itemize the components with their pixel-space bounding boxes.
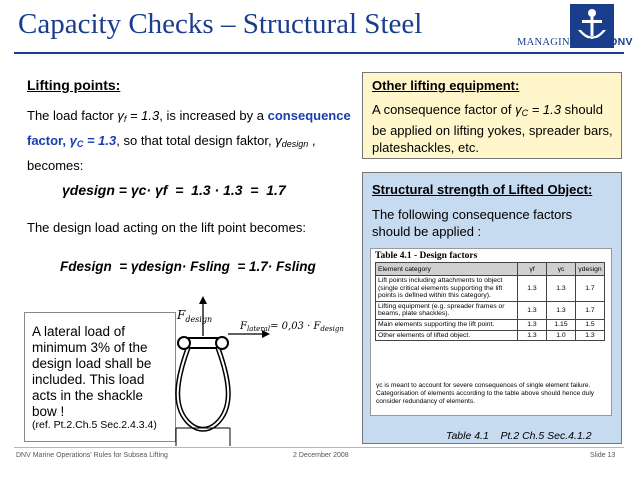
header-gamma-f: γf bbox=[518, 263, 547, 276]
shackle-diagram bbox=[150, 296, 344, 446]
header-gamma-c: γc bbox=[547, 263, 576, 276]
table-reference: Table 4.1 Pt.2 Ch.5 Sec.4.1.2 bbox=[446, 430, 592, 442]
table-header-row bbox=[376, 263, 605, 276]
table-row: Other elements of lifted object. 1.3 1.0 1.3 bbox=[376, 330, 605, 341]
lifting-points-heading: Lifting points: bbox=[27, 77, 121, 93]
table-row: Lift points including attachments to object (single critical elements supporting the lift points is defined within this category). 1.3 1.3 1.7 bbox=[376, 276, 605, 302]
load-factor-paragraph: The load factor γf = 1.3, is increased by a consequence factor, γC = 1.3, so that total design faktor, γdesign , becomes: bbox=[27, 108, 351, 173]
tagline: MANAGING RISK DNV bbox=[517, 36, 633, 48]
header-category: Element category bbox=[376, 263, 518, 276]
design-factors-table bbox=[375, 262, 605, 341]
design-load-text: The design load acting on the lift point becomes: bbox=[27, 220, 306, 235]
other-equipment-text: A consequence factor of γC = 1.3 should be applied on lifting yokes, spreader bars, plateshackles, etc. bbox=[372, 102, 613, 155]
slide-title-sub: Structural Steel bbox=[242, 8, 423, 40]
lateral-load-text: A lateral load of minimum 3% of the design load shall be included. This load acts in the shackle bow ! bbox=[32, 324, 152, 419]
title-divider bbox=[14, 52, 624, 54]
lateral-load-reference: (ref. Pt.2.Ch.5 Sec.2.4.3.4) bbox=[32, 419, 157, 431]
consequence-factor-text: consequence factor, bbox=[27, 108, 351, 148]
header-gamma-design: γdesign bbox=[576, 263, 605, 276]
slide-number: Slide 13 bbox=[590, 452, 616, 459]
design-force-equation: Fdesign = γdesign· Fsling = 1.7· Fsling bbox=[60, 259, 316, 274]
design-factors-caption: Table 4.1 - Design factors bbox=[375, 251, 478, 261]
table-row: Lifting equipment (e.g. spreader frames or beams, plate shackles). 1.3 1.3 1.7 bbox=[376, 301, 605, 319]
structural-strength-heading: Structural strength of Lifted Object: bbox=[372, 182, 593, 197]
fig-label-design: $F_{design}$ bbox=[177, 308, 213, 324]
footer-date: 2 December 2008 bbox=[293, 452, 349, 459]
table-row: Main elements supporting the lift point. 1.3 1.15 1.5 bbox=[376, 319, 605, 330]
footer-source: DNV Marine Operations' Rules for Subsea Lifting bbox=[16, 452, 168, 459]
other-equipment-heading: Other lifting equipment: bbox=[372, 78, 520, 93]
footer-divider bbox=[14, 447, 624, 448]
fig-label-lateral: $F_{lateral}= 0,03 \cdot F_{design}$ bbox=[240, 321, 344, 333]
design-factor-equation: γdesign = γc· γf = 1.3 · 1.3 = 1.7 bbox=[62, 182, 286, 198]
table-footnote: γc is meant to account for severe consequences of single element failure. Categorisation of elements according to the table above should hence duly consider redundancy of elements. bbox=[376, 382, 595, 405]
slide-title: Capacity Checks – Structural Steel bbox=[18, 8, 423, 40]
brand-name: DNV bbox=[609, 36, 633, 48]
structural-strength-text: The following consequence factors should be applied : bbox=[372, 207, 573, 239]
